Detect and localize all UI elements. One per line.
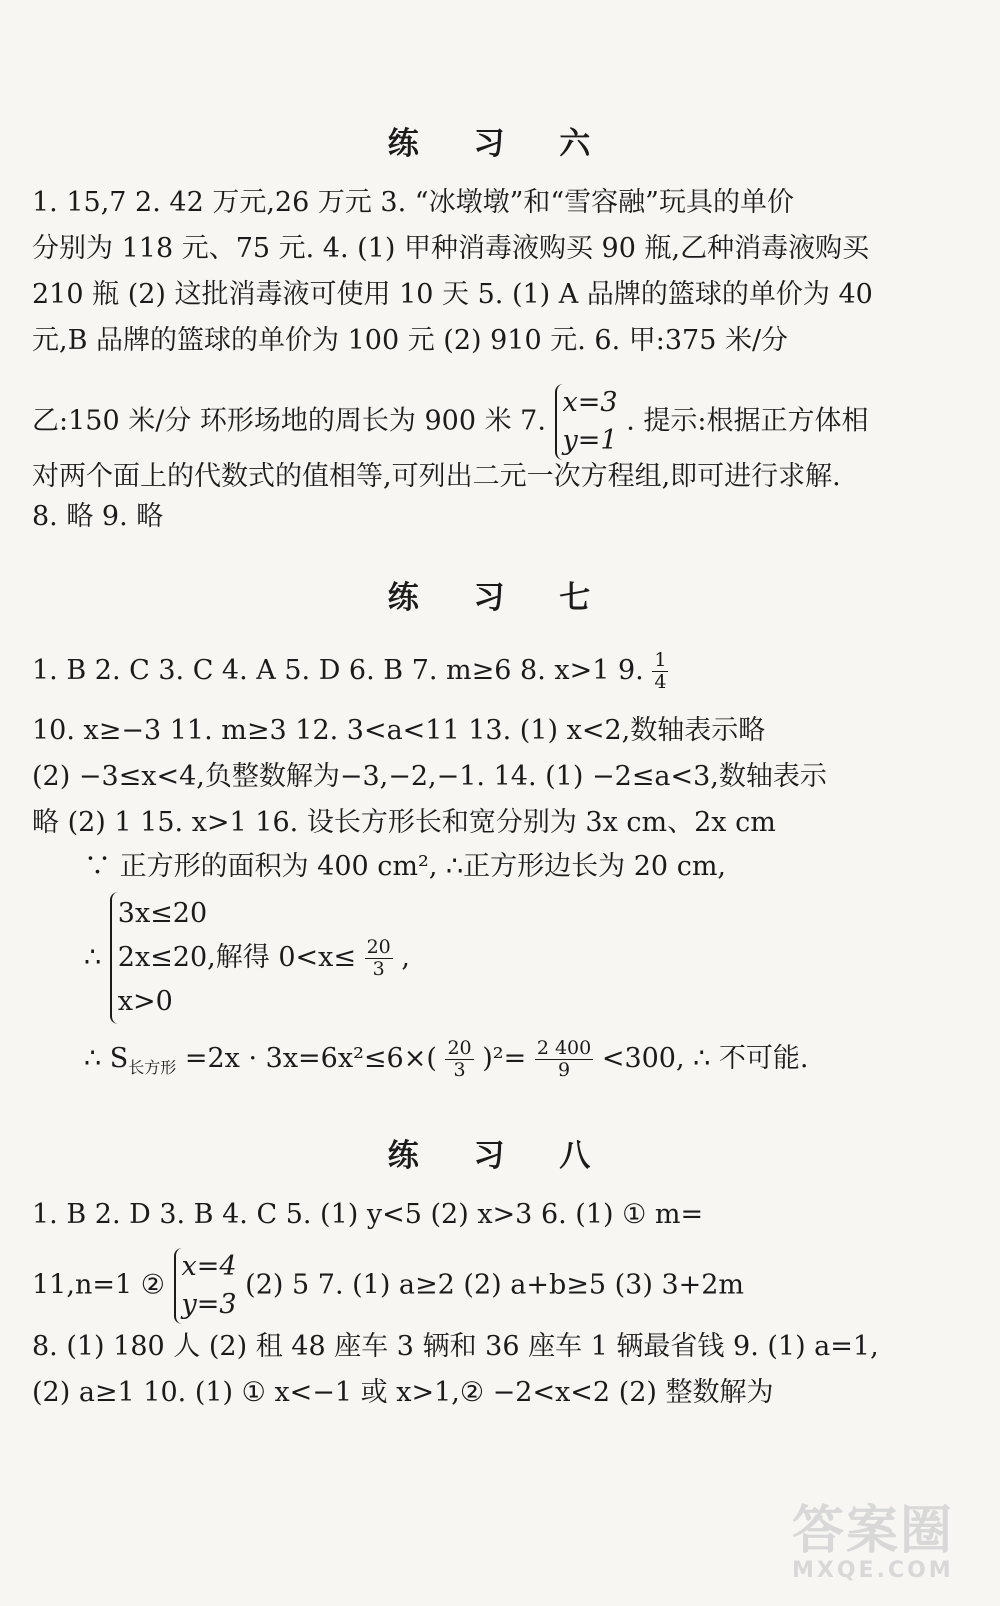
watermark-logo-text: 答案圈 [792, 1501, 955, 1561]
text-line: 对两个面上的代数式的值相等,可列出二元一次方程组,即可进行求解. [32, 461, 841, 492]
inequality-system-block [84, 892, 410, 1024]
fraction-numerator: 20 [366, 936, 391, 959]
fraction [535, 1038, 593, 1081]
punctuation: , [401, 942, 410, 973]
section-title-8: 练 习 八 [387, 1138, 613, 1174]
text-segment: 乙:150 米/分 环形场地的周长为 900 米 7. [32, 405, 546, 437]
text-line: (2) −3≤x<4,负整数解为−3,−2,−1. 14. (1) −2≤a<3,数轴表示 [32, 761, 827, 792]
equation: x=4 [181, 1251, 237, 1282]
fraction-denominator: 9 [557, 1058, 571, 1081]
inequality-row [118, 936, 410, 980]
text-line-with-system [32, 384, 868, 460]
text-line: 8. (1) 180 人 (2) 租 48 座车 3 辆和 36 座车 1 辆最省钱 9. (1) a=1, [32, 1331, 879, 1362]
equation: x=3 [562, 387, 618, 418]
inequality: 3x≤20 [117, 898, 208, 929]
text-segment: <300, ∴ 不可能. [601, 1042, 809, 1074]
text-line: 1. B 2. D 3. B 4. C 5. (1) y<5 (2) x>3 6. (1) ① m= [32, 1199, 704, 1230]
text-segment: 11,n=1 ② [32, 1269, 165, 1301]
text-line: 元,B 品牌的篮球的单价为 100 元 (2) 910 元. 6. 甲:375 米/分 [32, 325, 789, 356]
subscript: 长方形 [128, 1057, 177, 1077]
text-segment: =2x · 3x=6x²≤6×( [184, 1042, 437, 1074]
fraction [652, 650, 668, 693]
equation-system [555, 384, 618, 460]
section-title-6: 练 习 六 [387, 126, 613, 162]
text-line: 10. x≥−3 11. m≥3 12. 3<a<11 13. (1) x<2,数轴表示略 [32, 715, 766, 746]
inequality: x>0 [117, 986, 173, 1017]
text-line-with-fraction [32, 650, 668, 693]
fraction-numerator: 20 [447, 1037, 472, 1059]
watermark [792, 1501, 982, 1584]
text-segment: . 提示:根据正方体相 [626, 405, 869, 437]
section-title-7: 练 习 七 [387, 580, 613, 616]
text-segment: 1. B 2. C 3. C 4. A 5. D 6. B 7. m≥6 8. x>1 9. [32, 654, 644, 686]
text-line: 8. 略 9. 略 [32, 501, 164, 532]
text-line: ∵ 正方形的面积为 400 cm², ∴正方形边长为 20 cm, [84, 851, 727, 882]
fraction-numerator: 1 [654, 649, 667, 671]
text-line: 分别为 118 元、75 元. 4. (1) 甲种消毒液购买 90 瓶,乙种消毒液购买 [32, 233, 870, 264]
fraction-numerator: 2 400 [536, 1037, 592, 1059]
area-inequality-line [84, 1038, 809, 1085]
text-line: 1. 15,7 2. 42 万元,26 万元 3. “冰墩墩”和“雪容融”玩具的单价 [32, 187, 794, 218]
text-line: 略 (2) 1 15. x>1 16. 设长方形长和宽分别为 3x cm、2x cm [32, 807, 776, 838]
fraction [445, 1038, 473, 1081]
fraction-denominator: 3 [372, 958, 385, 980]
text-segment: ∴ S [84, 1042, 129, 1074]
inequality-system [110, 892, 410, 1024]
equation: y=3 [181, 1289, 237, 1320]
fraction-denominator: 4 [654, 670, 667, 693]
inequality: 2x≤20,解得 0<x≤ [117, 942, 356, 973]
equation: y=1 [562, 425, 618, 456]
fraction [365, 937, 393, 980]
equation-system [174, 1248, 237, 1324]
therefore-symbol: ∴ [84, 942, 102, 973]
text-segment: )²= [482, 1042, 527, 1074]
text-line-with-system [32, 1248, 744, 1324]
text-segment: (2) 5 7. (1) a≥2 (2) a+b≥5 (3) 3+2m [245, 1269, 745, 1301]
text-line: 210 瓶 (2) 这批消毒液可使用 10 天 5. (1) A 品牌的篮球的单价为 40 [32, 279, 873, 310]
text-line: (2) a≥1 10. (1) ① x<−1 或 x>1,② −2<x<2 (2) 整数解为 [32, 1377, 774, 1408]
fraction-denominator: 3 [453, 1058, 466, 1081]
watermark-url: MXQE.COM [792, 1558, 954, 1583]
